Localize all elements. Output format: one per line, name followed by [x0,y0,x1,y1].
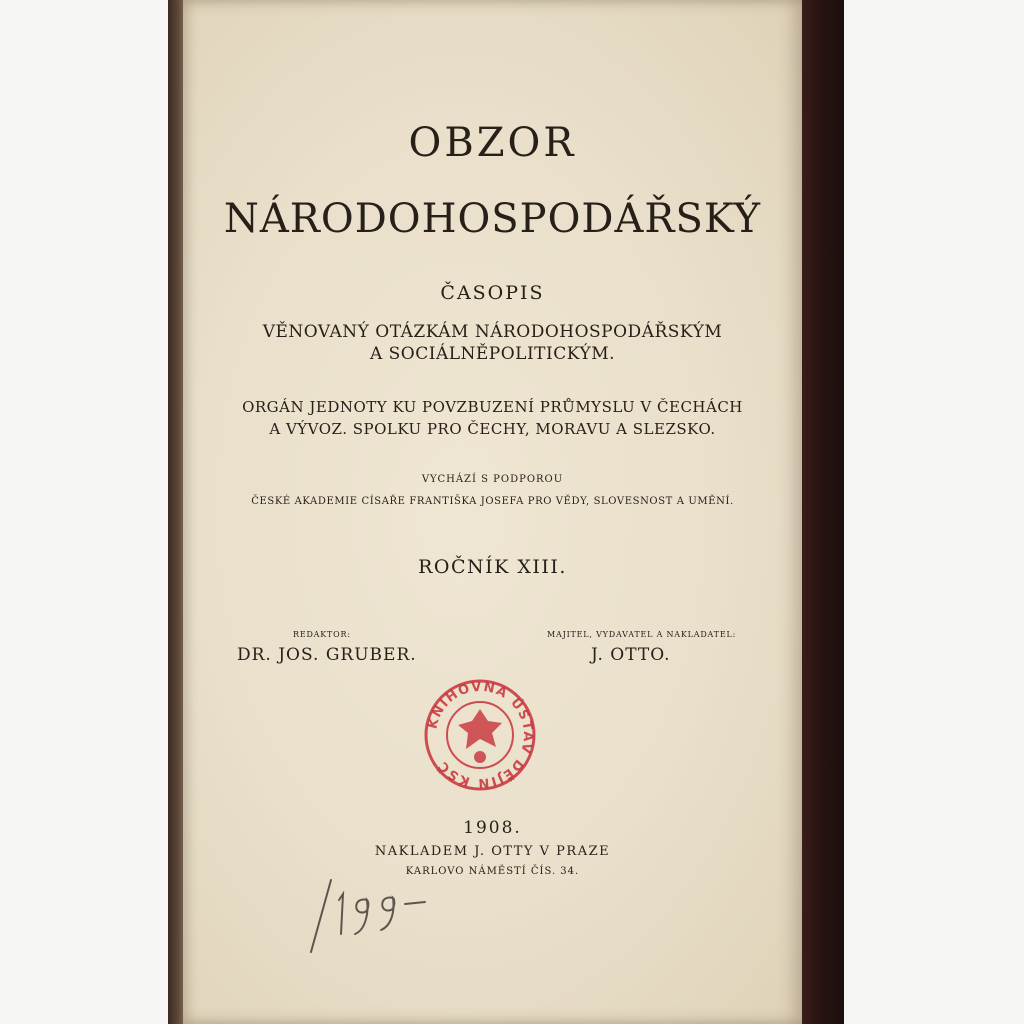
svg-text:KNIHOVNA ÚSTAV DĚJIN KSČ: KNIHOVNA ÚSTAV DĚJIN KSČ [425,679,536,791]
publication-kind: ČASOPIS [440,282,545,304]
organ-line-1: ORGÁN JEDNOTY KU POVZBUZENÍ PRŮMYSLU V ČECHÁCH [242,398,743,416]
pencil-annotation-icon [303,870,433,960]
support-line-2: ČESKÉ AKADEMIE CÍSAŘE FRANTIŠKA JOSEFA PRO VĚDY, SLOVESNOST A UMĚNÍ. [251,496,734,507]
editor-name: DR. JOS. GRUBER. [237,645,417,665]
journal-title-line-2: NÁRODOHOSPODÁŘSKÝ [223,196,762,242]
journal-title-line-1: OBZOR [408,120,577,166]
library-stamp-icon [420,675,540,795]
book-cover-edge [800,0,844,1024]
support-line-1: VYCHÁZÍ S PODPOROU [421,474,564,485]
editor-label: REDAKTOR: [293,630,351,639]
organ-line-2: A VÝVOZ. SPOLKU PRO ČECHY, MORAVU A SLEZSKO. [269,420,716,438]
imprint-line-2: KARLOVO NÁMĚSTÍ ČÍS. 34. [405,866,580,877]
title-page [183,0,802,1024]
publication-year: 1908. [463,818,522,838]
publisher-label: MAJITEL, VYDAVATEL A NAKLADATEL: [547,630,737,639]
subtitle-line-1: VĚNOVANÝ OTÁZKÁM NÁRODOHOSPODÁŘSKÝM [262,322,723,342]
subtitle-line-2: A SOCIÁLNĚPOLITICKÝM. [369,344,616,364]
volume-number: ROČNÍK XIII. [418,556,567,578]
imprint-line-1: NAKLADEM J. OTTY V PRAZE [374,844,611,859]
publisher-name: J. OTTO. [591,645,671,665]
book-spine-edge [168,0,184,1024]
